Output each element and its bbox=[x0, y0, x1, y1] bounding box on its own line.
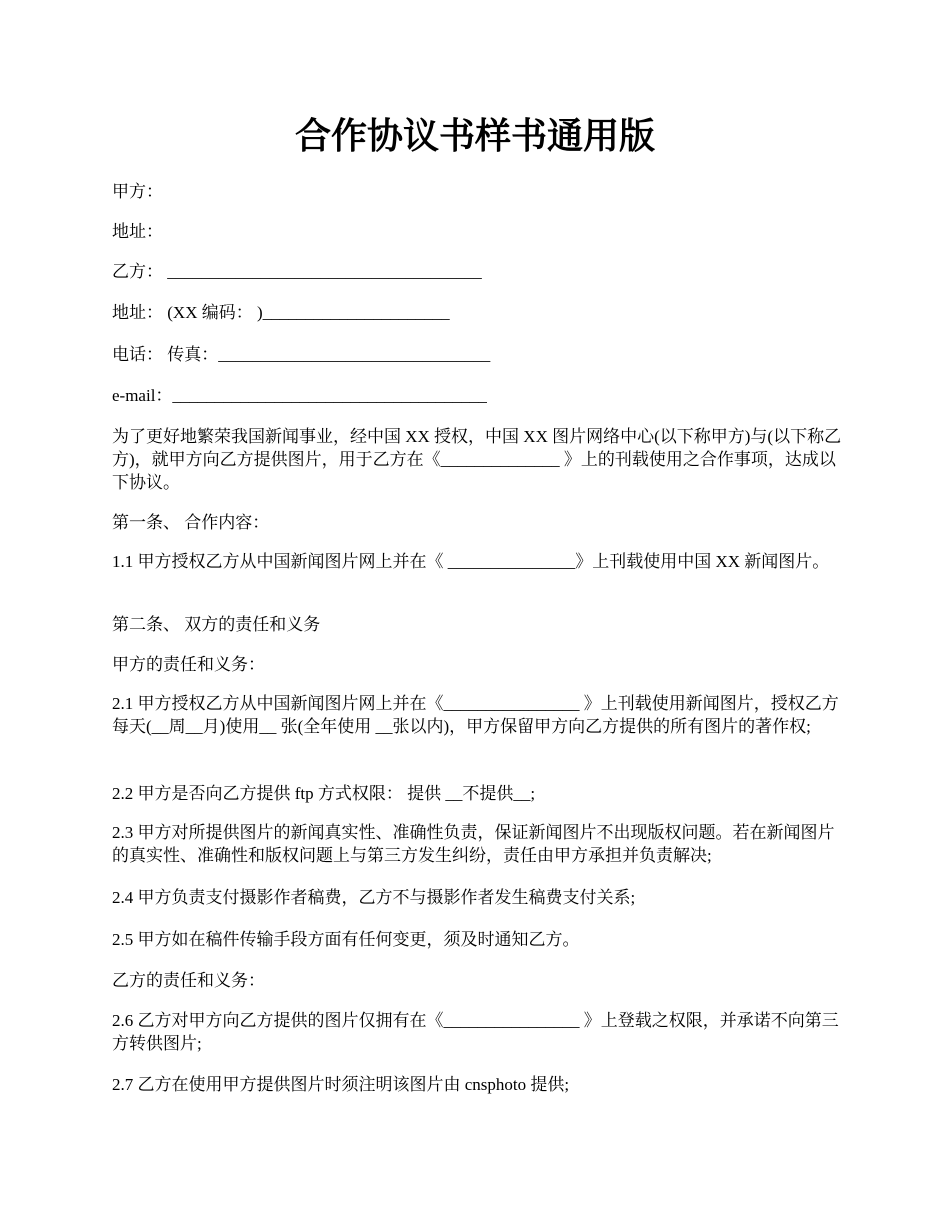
clause-2-7: 2.7 乙方在使用甲方提供图片时须注明该图片由 cnsphoto 提供; bbox=[112, 1075, 570, 1094]
clause-2-2: 2.2 甲方是否向乙方提供 ftp 方式权限： 提供 __不提供__; bbox=[112, 784, 536, 803]
clause-2-1: 2.1 甲方授权乙方从中国新闻图片网上并在《________________ 》上刊载使用新闻图片，授权乙方每天(__周__月)使用__ 张(全年使用 __张以内)，甲方保留甲方向乙方提供的所有图片的著作权; bbox=[112, 694, 839, 736]
clause-2-5: 2.5 甲方如在稿件传输手段方面有任何变更，须及时通知乙方。 bbox=[112, 930, 580, 949]
clause-2-4: 2.4 甲方负责支付摄影作者稿费，乙方不与摄影作者发生稿费支付关系; bbox=[112, 888, 636, 907]
clause-2-3: 2.3 甲方对所提供图片的新闻真实性、准确性负责，保证新闻图片不出现版权问题。若在新闻图片的真实性、准确性和版权问题上与第三方发生纠纷，责任由甲方承担并负责解决; bbox=[112, 823, 835, 865]
party-b-duties-heading: 乙方的责任和义务： bbox=[112, 971, 265, 990]
clause-1-1: 1.1 甲方授权乙方从中国新闻图片网上并在《 _______________》上刊载使用中国 XX 新闻图片。 bbox=[112, 552, 830, 571]
phone-fax-line: 电话： 传真：________________________________ bbox=[112, 345, 491, 364]
party-a-line: 甲方： bbox=[112, 182, 163, 201]
intro-paragraph: 为了更好地繁荣我国新闻事业，经中国 XX 授权，中国 XX 图片网络中心(以下称甲方)与(以下称乙方)，就甲方向乙方提供图片，用于乙方在《______________ 》上的刊载使用之合作事项，达成以下协议。 bbox=[112, 427, 842, 492]
clause-2-6: 2.6 乙方对甲方向乙方提供的图片仅拥有在《________________ 》上登载之权限，并承诺不向第三方转供图片; bbox=[112, 1011, 839, 1053]
party-a-address-line: 地址： bbox=[112, 222, 163, 241]
email-line: e-mail：_____________________________________ bbox=[112, 386, 487, 405]
party-a-duties-heading: 甲方的责任和义务： bbox=[112, 655, 265, 674]
party-b-line: 乙方： _____________________________________ bbox=[112, 262, 482, 281]
document-title: 合作协议书样书通用版 bbox=[294, 116, 655, 156]
article-2-heading: 第二条、 双方的责任和义务 bbox=[112, 615, 321, 634]
party-b-address-line: 地址： (XX 编码： )______________________ bbox=[112, 303, 450, 322]
article-1-heading: 第一条、 合作内容： bbox=[112, 513, 270, 532]
